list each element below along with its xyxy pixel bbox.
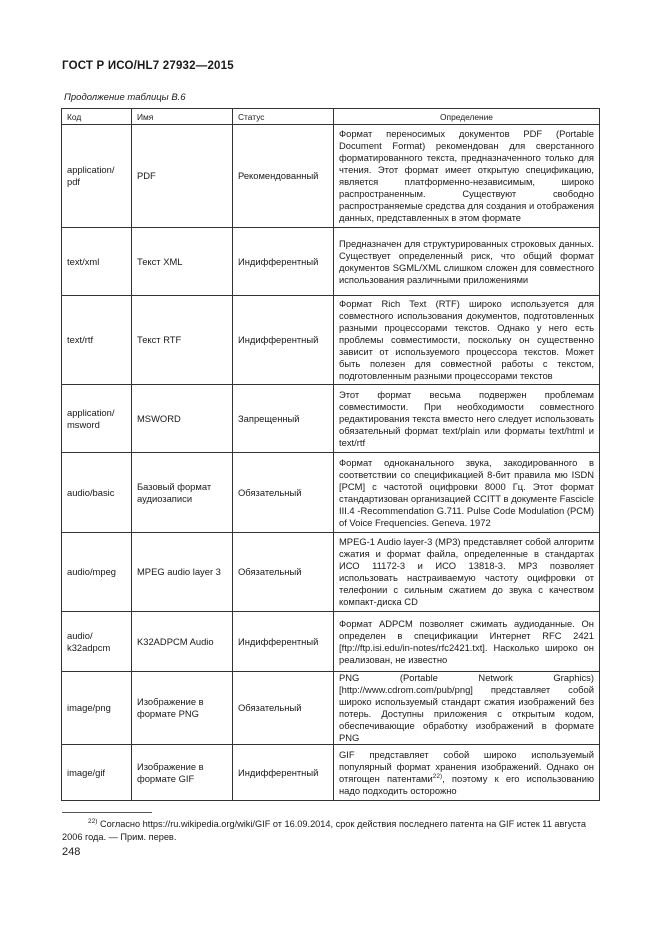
cell-code: text/xml [62, 228, 132, 296]
cell-definition: Этот формат весьма подвержен проблемам совместимости. При необходимости совместного редактирования текста вместо него следует использовать обязательный формат text/plain или форматы text/html и text/rtf [334, 385, 600, 453]
column-header-definition: Определение [334, 109, 600, 125]
column-header-code: Код [62, 109, 132, 125]
cell-code: audio/basic [62, 453, 132, 533]
cell-definition [334, 745, 600, 801]
cell-definition: Формат Rich Text (RTF) широко используется для совместного использования документов, подготовленных разными процессорами текстов. Однако у него есть проблемы совместимости, поскольку он существенно зависит от используемого процессора текстов. Может быть полезен для совместной работы с текстом, подготовленным разными процессорами текстов [334, 296, 600, 385]
cell-code: image/gif [62, 745, 132, 801]
cell-code: audio/mpeg [62, 533, 132, 612]
cell-name: Изображение в формате PNG [132, 672, 233, 745]
cell-definition: PNG (Portable Network Graphics) [http://www.cdrom.com/pub/png] представляет собой широко используемый стандарт сжатия изображений без потерь. Доступны приложения с открытым кодом, обеспечивающие обработку изображений в формате PNG [334, 672, 600, 745]
table-row [62, 533, 600, 612]
page-number: 248 [62, 846, 81, 858]
cell-definition: Предназначен для структурированных строковых данных. Существует определенный риск, что общий формат документов SGML/XML слишком сложен для совместного использования различными приложениями [334, 228, 600, 296]
table-row [62, 745, 600, 801]
cell-code: application/ msword [62, 385, 132, 453]
cell-name: PDF [132, 125, 233, 228]
cell-name: Базовый формат аудиозаписи [132, 453, 233, 533]
footnote [62, 818, 602, 843]
footnote-divider [62, 812, 152, 813]
cell-definition: Формат ADPCM позволяет сжимать аудиоданные. Он определен в спецификации Интернет RFC 2421 [ftp://ftp.isi.edu/in-notes/rfc2421.txt]. Насколько широко он реализован, не известно [334, 612, 600, 672]
definition-text: GIF представляет собой широко используемый популярный формат хранения изображений. Однако он отягощен патентами [339, 748, 594, 784]
footnote-text: Согласно https://ru.wikipedia.org/wiki/GIF от 16.09.2014, срок действия последнего патента на GIF истек 11 августа 2006 года. — Прим. перев. [62, 819, 587, 842]
column-header-status: Статус [233, 109, 334, 125]
table-row [62, 125, 600, 228]
cell-status: Обязательный [233, 453, 334, 533]
cell-name: Изображение в формате GIF [132, 745, 233, 801]
table-row [62, 296, 600, 385]
footnote-marker: 22) [88, 817, 98, 825]
document-header-title: ГОСТ Р ИСО/HL7 27932—2015 [62, 60, 234, 72]
cell-definition: MPEG-1 Audio layer-3 (MP3) представляет собой алгоритм сжатия и формат файла, определенные в стандартах ИСО 11172-3 и ИСО 13818-3. MP3 позволяет использовать настраиваемую частоту оцифровки от телефонии с сильным сжатием до звука с качеством компакт-диска CD [334, 533, 600, 612]
table-row [62, 453, 600, 533]
table-header-row [62, 109, 600, 125]
cell-definition: Формат переносимых документов PDF (Portable Document Format) рекомендован для сверстанного форматированного текста, предназначенного только для чтения. Этот формат имеет открытую спецификацию, является платформенно-независимым, широко распространенным. Существуют свободно распространяемые средства для создания и отображения данных, представленных в этом формате [334, 125, 600, 228]
table-row [62, 612, 600, 672]
cell-status: Индифферентный [233, 296, 334, 385]
footnote-reference: 22) [432, 772, 443, 780]
mime-types-table [61, 108, 600, 801]
table-row [62, 385, 600, 453]
cell-status: Рекомендованный [233, 125, 334, 228]
cell-definition: Формат одноканального звука, закодированного в соответствии со спецификацией 8-бит правила мю ISDN [PCM] с частотой оцифровки 8000 Гц. Этот формат стандартизован организацией CCITT в документе Fascicle III.4 -Recommendation G.711. Pulse Code Modulation (PCM) of Voice Frequencies. Geneva. 1972 [334, 453, 600, 533]
cell-name: Текст XML [132, 228, 233, 296]
cell-code: audio/ k32adpcm [62, 612, 132, 672]
cell-status: Обязательный [233, 533, 334, 612]
cell-status: Обязательный [233, 672, 334, 745]
cell-name: MSWORD [132, 385, 233, 453]
cell-status: Индифферентный [233, 228, 334, 296]
cell-status: Запрещенный [233, 385, 334, 453]
cell-name: MPEG audio layer 3 [132, 533, 233, 612]
cell-code: application/ pdf [62, 125, 132, 228]
cell-status: Индифферентный [233, 612, 334, 672]
table-row [62, 672, 600, 745]
cell-name: K32ADPCM Audio [132, 612, 233, 672]
cell-code: text/rtf [62, 296, 132, 385]
table-continuation-caption: Продолжение таблицы В.6 [64, 92, 186, 103]
cell-code: image/png [62, 672, 132, 745]
definition-text: , поэтому к его использованию надо подходить осторожно [339, 772, 594, 796]
table-row [62, 228, 600, 296]
column-header-name: Имя [132, 109, 233, 125]
cell-name: Текст RTF [132, 296, 233, 385]
cell-status: Индифферентный [233, 745, 334, 801]
